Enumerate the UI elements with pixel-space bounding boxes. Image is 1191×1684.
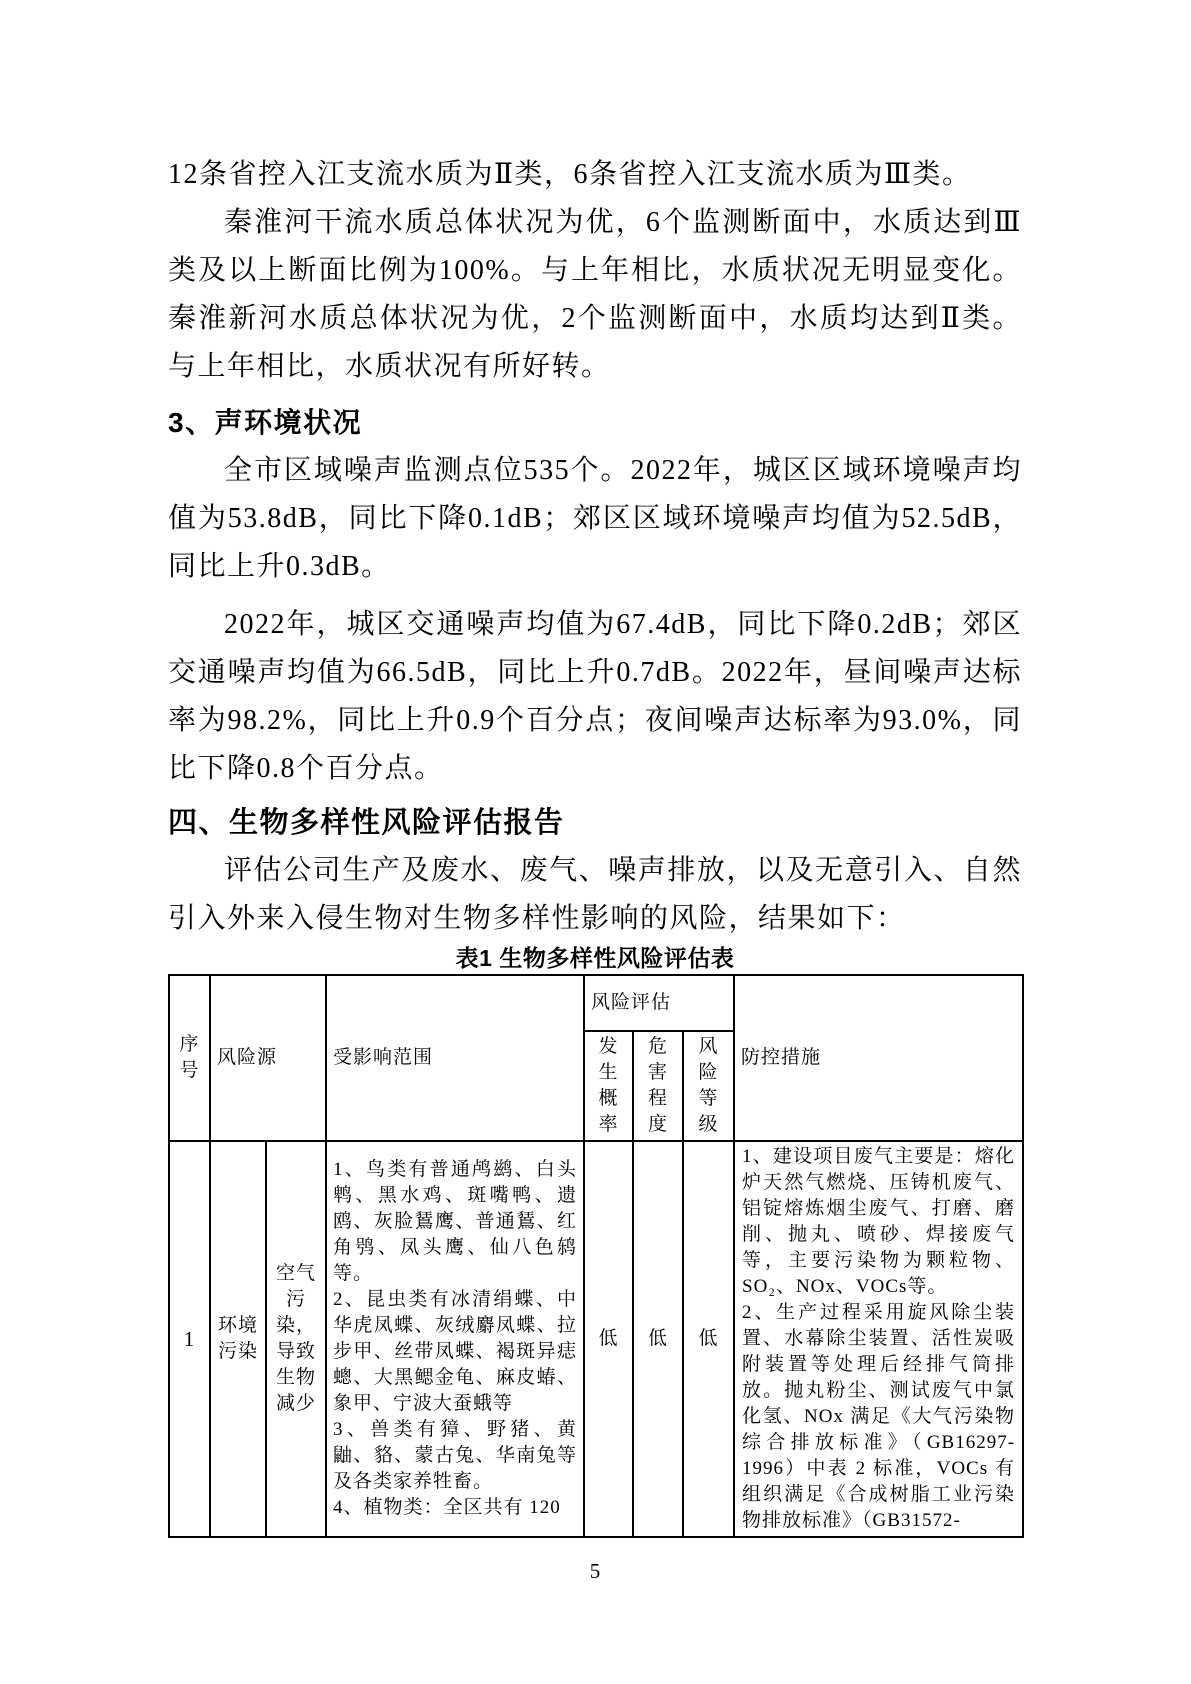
header-risk-level: 风险等级 [683,1031,734,1141]
header-risk-assessment-group: 风险评估 [584,975,734,1031]
header-risk-source: 风险源 [210,975,326,1141]
cell-occurrence-probability: 低 [584,1141,633,1537]
table-header-row-1 [169,975,1023,1031]
cell-seq: 1 [169,1141,210,1537]
cell-risk-level: 低 [683,1141,734,1537]
header-occurrence-probability: 发生概率 [584,1031,633,1141]
control-measure-item: 1、建设项目废气主要是：熔化炉天然气燃烧、压铸机废气、铝锭熔炼烟尘废气、打磨、磨削、抛丸、喷砂、焊接废气等，主要污染物为颗粒物、SO₂、NOx、VOCs等。 [742,1146,1016,1297]
cell-control-measures [734,1141,1023,1537]
affected-scope-item: 1、鸟类有普通鸬鹚、白头鹎、黑水鸡、斑嘴鸭、遗鸥、灰脸鵟鹰、普通鵟、红角鸮、凤头鹰、仙八色鸫等。 [333,1159,578,1284]
cell-risk-source-category: 环境污染 [210,1141,266,1537]
affected-scope-item: 3、兽类有獐、野猪、黄鼬、貉、蒙古兔、华南兔等及各类家养牲畜。 [333,1419,578,1492]
body-paragraph: 12条省控入江支流水质为Ⅱ类，6条省控入江支流水质为Ⅲ类。 [168,159,972,190]
table-row [169,1141,1023,1537]
section-heading-noise: 3、声环境状况 [168,407,363,438]
cell-harm-degree: 低 [633,1141,683,1537]
header-harm-degree: 危害程度 [633,1031,683,1141]
control-measure-item: 2、生产过程采用旋风除尘装置、水幕除尘装置、活性炭吸附装置等处理后经排气筒排放。抛丸粉尘、测试废气中氯化氢、NOx 满足《大气污染物综合排放标准》（GB16297-1996）中表 2 标准，VOCs 有组织满足《合成树脂工业污染物排放标准》（GB31572- [742,1302,1016,1531]
header-control-measures: 防控措施 [734,975,1023,1141]
cell-affected-scope [326,1141,584,1537]
page-content [168,0,1022,1584]
cell-risk-source-detail: 空气污染，导致生物减少 [266,1141,326,1537]
header-seq: 序号 [169,975,210,1141]
header-affected-scope: 受影响范围 [326,975,584,1141]
body-paragraph: 评估公司生产及废水、废气、噪声排放，以及无意引入、自然引入外来入侵生物对生物多样性影响的风险，结果如下： [168,855,1022,934]
affected-scope-item: 4、植物类：全区共有 120 [333,1497,561,1518]
page-number: 5 [589,1559,601,1583]
table-caption: 表1 生物多样性风险评估表 [455,945,735,971]
body-paragraph: 全市区域噪声监测点位535个。2022年，城区区域环境噪声均值为53.8dB，同比下降0.1dB；郊区区域环境噪声均值为52.5dB，同比上升0.3dB。 [168,455,1022,582]
body-paragraph: 秦淮河干流水质总体状况为优，6个监测断面中，水质达到Ⅲ类及以上断面比例为100%。与上年相比，水质状况无明显变化。秦淮新河水质总体状况为优，2个监测断面中，水质均达到Ⅱ类。与上年相比，水质状况有所好转。 [168,207,1022,382]
section-heading-biodiversity: 四、生物多样性风险评估报告 [168,807,565,839]
body-paragraph: 2022年，城区交通噪声均值为67.4dB，同比下降0.2dB；郊区交通噪声均值为66.5dB，同比上升0.7dB。2022年，昼间噪声达标率为98.2%，同比上升0.9个百分点；夜间噪声达标率为93.0%，同比下降0.8个百分点。 [168,609,1022,784]
affected-scope-item: 2、昆虫类有冰清绢蝶、中华虎凤蝶、灰绒麝凤蝶、拉步甲、丝带凤蝶、褐斑异痣蟌、大黑鳃金龟、麻皮蝽、象甲、宁波大蚕蛾等 [333,1289,578,1414]
biodiversity-risk-table [168,974,1024,1538]
